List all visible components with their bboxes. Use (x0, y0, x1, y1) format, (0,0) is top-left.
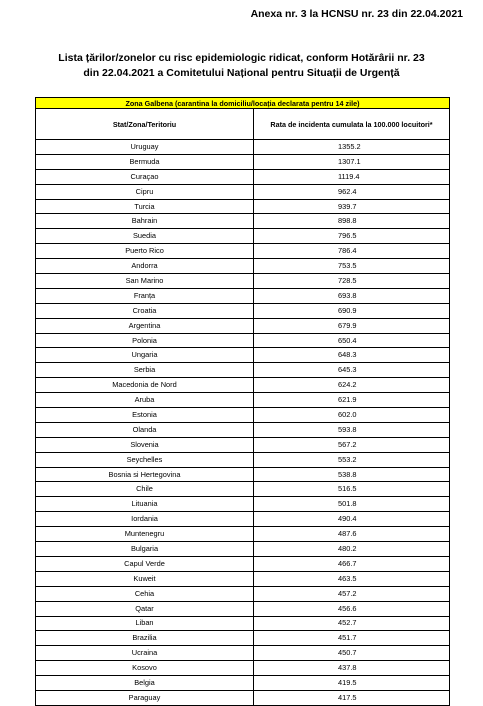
title-line-2: din 22.04.2021 a Comitetului Național pentru Situații de Urgență (83, 66, 400, 79)
country-cell: Puerto Rico (36, 244, 254, 259)
rate-cell: 645.3 (254, 363, 450, 378)
rate-cell: 437.8 (254, 661, 450, 676)
annex-reference: Anexa nr. 3 la HCNSU nr. 23 din 22.04.2021 (250, 8, 463, 20)
rate-cell: 466.7 (254, 556, 450, 571)
table-row (36, 199, 450, 214)
table-row (36, 497, 450, 512)
table-row (36, 214, 450, 229)
country-cell: Argentina (36, 318, 254, 333)
rate-cell: 898.8 (254, 214, 450, 229)
rate-cell: 567.2 (254, 437, 450, 452)
rate-cell: 456.6 (254, 601, 450, 616)
country-risk-table (35, 97, 450, 706)
country-cell: Ucraina (36, 646, 254, 661)
country-cell: Lituania (36, 497, 254, 512)
table-row (36, 646, 450, 661)
table-row (36, 140, 450, 155)
country-cell: Iordania (36, 512, 254, 527)
country-cell: Kuweit (36, 571, 254, 586)
rate-cell: 648.3 (254, 348, 450, 363)
country-cell: Ungaria (36, 348, 254, 363)
rate-column-header: Rata de incidenta cumulata la 100.000 locuitori* (254, 109, 450, 140)
rate-cell: 516.5 (254, 482, 450, 497)
rate-cell: 553.2 (254, 452, 450, 467)
table-row (36, 601, 450, 616)
table-row (36, 467, 450, 482)
rate-cell: 457.2 (254, 586, 450, 601)
table-row (36, 318, 450, 333)
country-cell: Croatia (36, 303, 254, 318)
table-row (36, 169, 450, 184)
country-cell: Franța (36, 288, 254, 303)
rate-cell: 621.9 (254, 393, 450, 408)
document-title (18, 51, 465, 80)
country-cell: Belgia (36, 676, 254, 691)
rate-cell: 939.7 (254, 199, 450, 214)
rate-cell: 452.7 (254, 616, 450, 631)
table-row (36, 616, 450, 631)
rate-cell: 1355.2 (254, 140, 450, 155)
rate-cell: 962.4 (254, 184, 450, 199)
table-row (36, 333, 450, 348)
table-row (36, 571, 450, 586)
country-cell: Olanda (36, 422, 254, 437)
country-cell: Uruguay (36, 140, 254, 155)
country-cell: Kosovo (36, 661, 254, 676)
country-cell: Seychelles (36, 452, 254, 467)
country-cell: Bahrain (36, 214, 254, 229)
rate-cell: 650.4 (254, 333, 450, 348)
country-cell: Polonia (36, 333, 254, 348)
rate-cell: 538.8 (254, 467, 450, 482)
country-cell: Estonia (36, 408, 254, 423)
country-cell: Slovenia (36, 437, 254, 452)
rate-cell: 593.8 (254, 422, 450, 437)
country-cell: Bulgaria (36, 542, 254, 557)
table-row (36, 348, 450, 363)
table-row (36, 676, 450, 691)
country-cell: Muntenegru (36, 527, 254, 542)
table-row (36, 452, 450, 467)
country-cell: Paraguay (36, 690, 254, 705)
rate-cell: 693.8 (254, 288, 450, 303)
table-row (36, 408, 450, 423)
zone-label: Zona Galbena (carantina la domiciliu/locația declarata pentru 14 zile) (36, 98, 450, 109)
rate-cell: 419.5 (254, 676, 450, 691)
table-row (36, 661, 450, 676)
table-row (36, 393, 450, 408)
rate-cell: 501.8 (254, 497, 450, 512)
title-line-1: Lista țărilor/zonelor cu risc epidemiologic ridicat, conform Hotărârii nr. 23 (58, 52, 425, 64)
zone-header-row (36, 98, 450, 109)
table-row (36, 512, 450, 527)
rate-cell: 690.9 (254, 303, 450, 318)
country-cell: Serbia (36, 363, 254, 378)
country-cell: Liban (36, 616, 254, 631)
table-row (36, 631, 450, 646)
table-row (36, 556, 450, 571)
table-body (36, 140, 450, 706)
country-cell: Cipru (36, 184, 254, 199)
country-cell: Capul Verde (36, 556, 254, 571)
table-row (36, 378, 450, 393)
table-row (36, 422, 450, 437)
table-row (36, 274, 450, 289)
rate-cell: 1307.1 (254, 154, 450, 169)
country-cell: Andorra (36, 259, 254, 274)
rate-cell: 417.5 (254, 690, 450, 705)
country-column-header: Stat/Zona/Teritoriu (36, 109, 254, 140)
rate-cell: 1119.4 (254, 169, 450, 184)
table-row (36, 690, 450, 705)
country-cell: Brazilia (36, 631, 254, 646)
country-cell: Cehia (36, 586, 254, 601)
rate-cell: 463.5 (254, 571, 450, 586)
table-row (36, 244, 450, 259)
country-cell: Macedonia de Nord (36, 378, 254, 393)
table-row (36, 542, 450, 557)
rate-cell: 480.2 (254, 542, 450, 557)
column-header-row (36, 109, 450, 140)
table-row (36, 527, 450, 542)
country-cell: Chile (36, 482, 254, 497)
table-row (36, 259, 450, 274)
country-cell: Bosnia si Hertegovina (36, 467, 254, 482)
country-cell: Curaçao (36, 169, 254, 184)
country-cell: San Marino (36, 274, 254, 289)
rate-cell: 679.9 (254, 318, 450, 333)
table-row (36, 586, 450, 601)
table-row (36, 437, 450, 452)
rate-cell: 624.2 (254, 378, 450, 393)
country-cell: Aruba (36, 393, 254, 408)
rate-cell: 487.6 (254, 527, 450, 542)
rate-cell: 753.5 (254, 259, 450, 274)
rate-cell: 728.5 (254, 274, 450, 289)
rate-cell: 490.4 (254, 512, 450, 527)
table-row (36, 229, 450, 244)
country-cell: Qatar (36, 601, 254, 616)
table-row (36, 154, 450, 169)
table-row (36, 482, 450, 497)
table-row (36, 303, 450, 318)
table-row (36, 363, 450, 378)
rate-cell: 451.7 (254, 631, 450, 646)
rate-cell: 450.7 (254, 646, 450, 661)
country-cell: Suedia (36, 229, 254, 244)
country-cell: Turcia (36, 199, 254, 214)
table-row (36, 184, 450, 199)
table-row (36, 288, 450, 303)
rate-cell: 786.4 (254, 244, 450, 259)
rate-cell: 602.0 (254, 408, 450, 423)
rate-cell: 796.5 (254, 229, 450, 244)
country-cell: Bermuda (36, 154, 254, 169)
